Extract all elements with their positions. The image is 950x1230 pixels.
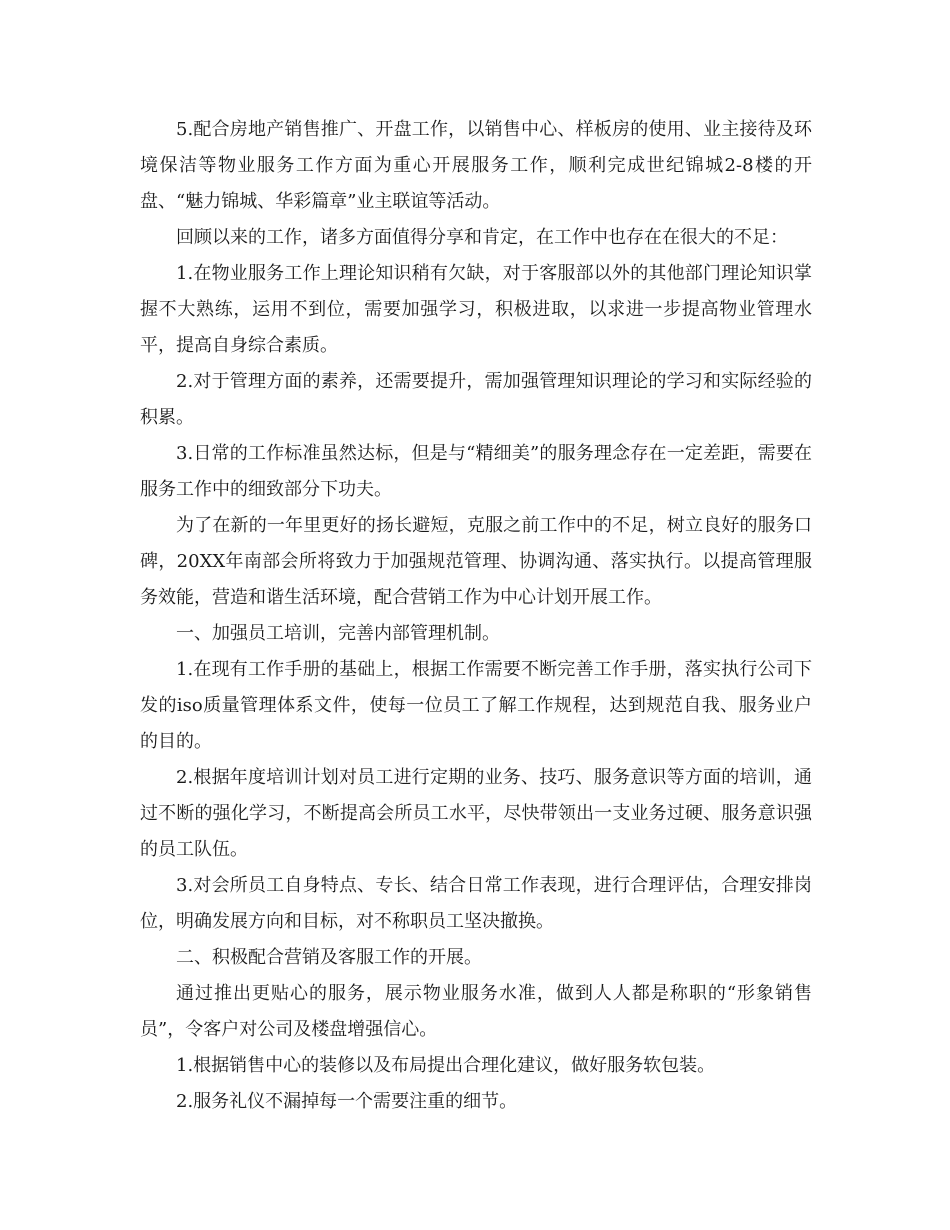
paragraph-shortcoming-3: 3.日常的工作标准虽然达标，但是与“精细美”的服务理念存在一定差距，需要在服务工作中的细致部分下功夫。	[140, 443, 812, 500]
document-body	[140, 112, 812, 1120]
paragraph-new-year-plan: 为了在新的一年里更好的扬长避短，克服之前工作中的不足，树立良好的服务口碑，20XX年南部会所将致力于加强规范管理、协调沟通、落实执行。以提高管理服务效能，营造和谐生活环境，配合营销工作为中心计划开展工作。	[140, 515, 812, 608]
paragraph-training-3: 3.对会所员工自身特点、专长、结合日常工作表现，进行合理评估，合理安排岗位，明确发展方向和目标，对不称职员工坚决撤换。	[140, 875, 812, 932]
paragraph-shortcoming-2: 2.对于管理方面的素养，还需要提升，需加强管理知识理论的学习和实际经验的积累。	[140, 371, 812, 428]
paragraph-shortcoming-1: 1.在物业服务工作上理论知识稍有欠缺，对于客服部以外的其他部门理论知识掌握不大熟练，运用不到位，需要加强学习，积极进取，以求进一步提高物业管理水平，提高自身综合素质。	[140, 263, 812, 356]
paragraph-review-intro: 回顾以来的工作，诸多方面值得分享和肯定，在工作中也存在在很大的不足：	[176, 227, 788, 248]
paragraph-training-1: 1.在现有工作手册的基础上，根据工作需要不断完善工作手册，落实执行公司下发的iso质量管理体系文件，使每一位员工了解工作规程，达到规范自我、服务业户的目的。	[140, 659, 812, 752]
paragraph-sales-support: 5.配合房地产销售推广、开盘工作，以销售中心、样板房的使用、业主接待及环境保洁等物业服务工作方面为重心开展服务工作，顺利完成世纪锦城2-8楼的开盘、“魅力锦城、华彩篇章”业主联谊等活动。	[140, 119, 812, 212]
section-heading-marketing-support: 二、积极配合营销及客服工作的开展。	[176, 947, 482, 968]
paragraph-marketing-1: 1.根据销售中心的装修以及布局提出合理化建议，做好服务软包装。	[176, 1055, 716, 1076]
paragraph-training-2: 2.根据年度培训计划对员工进行定期的业务、技巧、服务意识等方面的培训，通过不断的强化学习，不断提高会所员工水平，尽快带领出一支业务过硬、服务意识强的员工队伍。	[140, 767, 812, 860]
paragraph-marketing-2: 2.服务礼仪不漏掉每一个需要注重的细节。	[176, 1091, 518, 1112]
section-heading-staff-training: 一、加强员工培训，完善内部管理机制。	[176, 623, 500, 644]
paragraph-marketing-intro: 通过推出更贴心的服务，展示物业服务水准，做到人人都是称职的“形象销售员”，令客户对公司及楼盘增强信心。	[140, 983, 812, 1040]
